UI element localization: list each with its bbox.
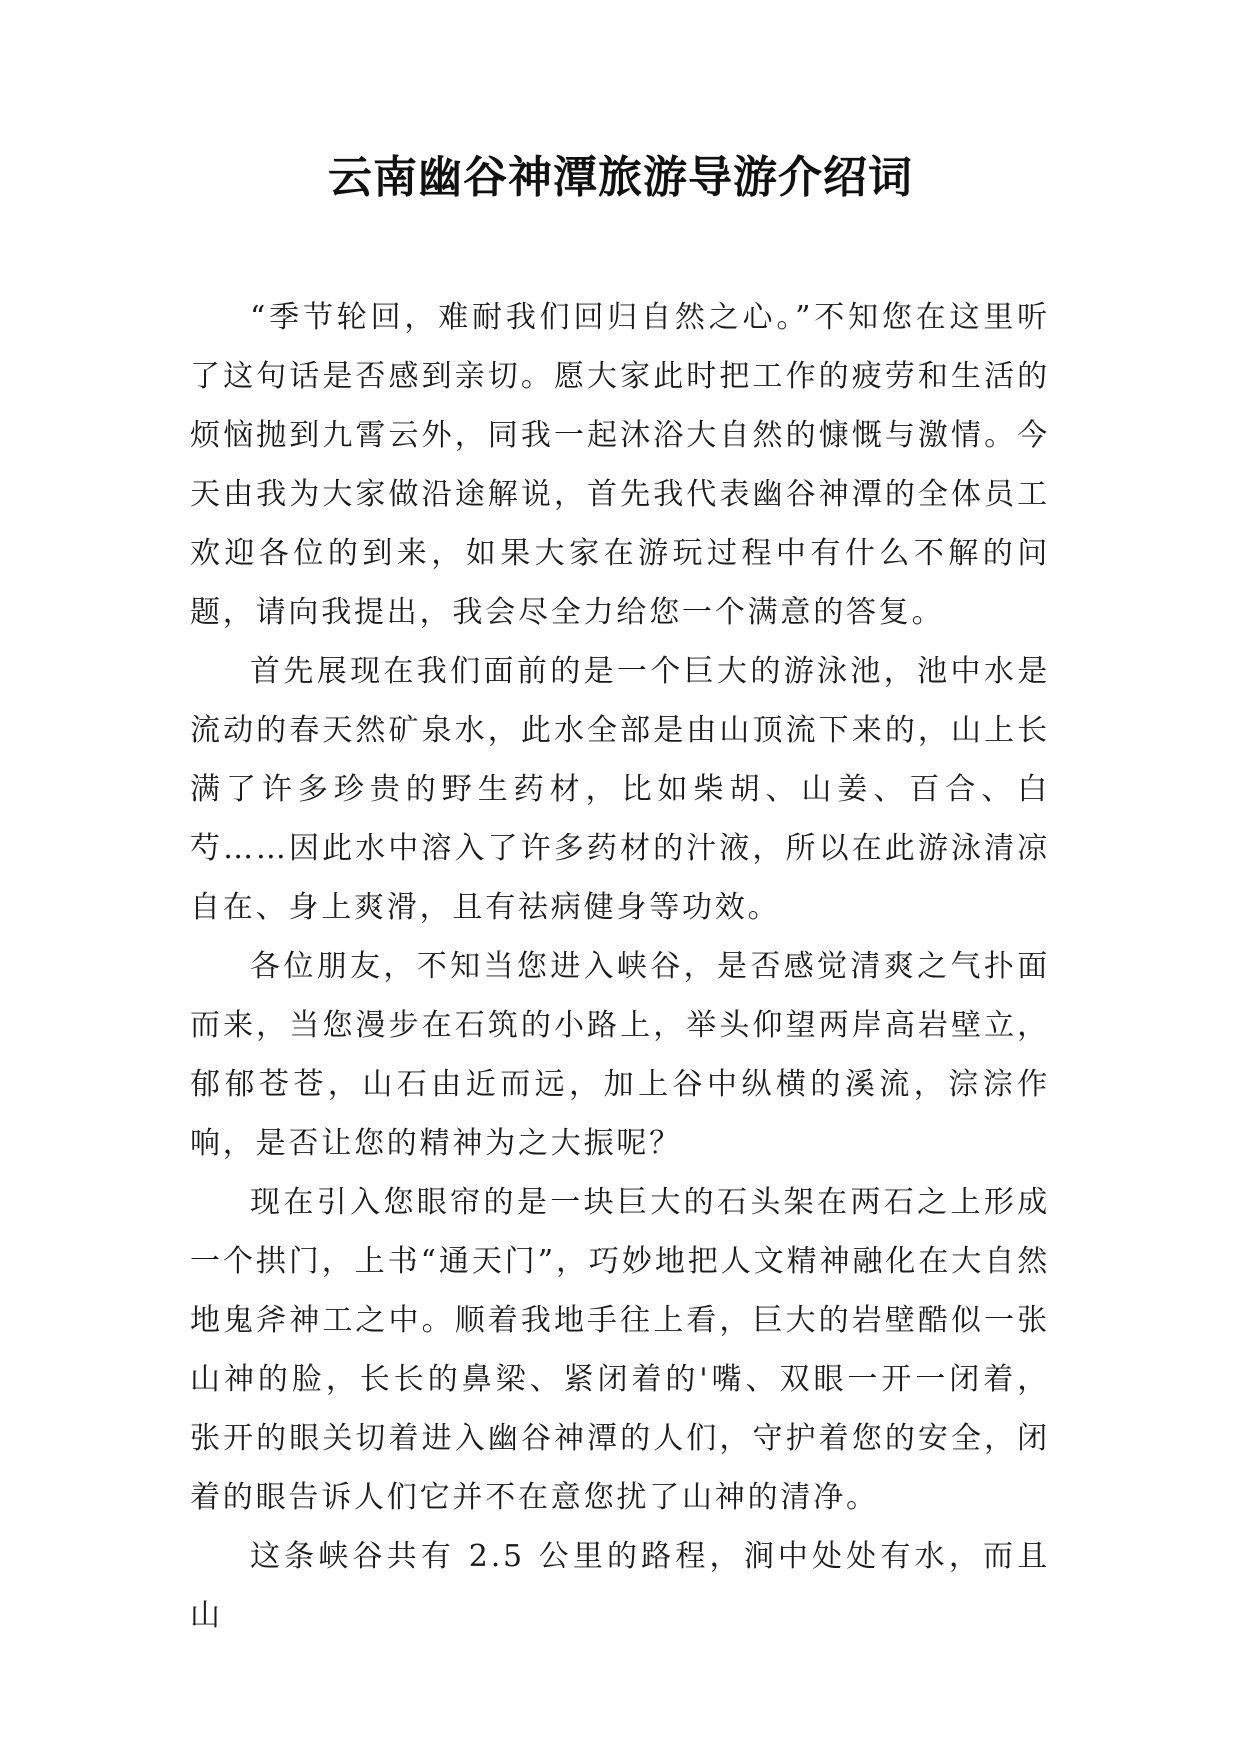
paragraph-5: 这条峡谷共有 2.5 公里的路程，涧中处处有水，而且山 <box>190 1539 1050 1633</box>
paragraph-4: 现在引入您眼帘的是一块巨大的石头架在两石之上形成一个拱门，上书“通天门”，巧妙地把人文精神融化在大自然地鬼斧神工之中。顺着我地手往上看，巨大的岩壁酷似一张山神的脸，长长的鼻梁、紧闭着的'嘴、双眼一开一闭着，张开的眼关切着进入幽谷神潭的人们，守护着您的安全，闭着的眼告诉人们它并不在意您扰了山神的清净。 <box>190 1185 1050 1515</box>
document-body <box>190 288 1050 1645</box>
paragraph-3: 各位朋友，不知当您进入峡谷，是否感觉清爽之气扑面而来，当您漫步在石筑的小路上，举头仰望两岸高岩壁立，郁郁苍苍，山石由近而远，加上谷中纵横的溪流，淙淙作响，是否让您的精神为之大振呢？ <box>190 949 1050 1161</box>
paragraph-2: 首先展现在我们面前的是一个巨大的游泳池，池中水是流动的春天然矿泉水，此水全部是由山顶流下来的，山上长满了许多珍贵的野生药材，比如柴胡、山姜、百合、白芍……因此水中溶入了许多药材的汁液，所以在此游泳清凉自在、身上爽滑，且有祛病健身等功效。 <box>190 654 1050 925</box>
paragraph-1: “季节轮回，难耐我们回归自然之心。”不知您在这里听了这句话是否感到亲切。愿大家此时把工作的疲劳和生活的烦恼抛到九霄云外，同我一起沐浴大自然的慷慨与激情。今天由我为大家做沿途解说，首先我代表幽谷神潭的全体员工欢迎各位的到来，如果大家在游玩过程中有什么不解的问题，请向我提出，我会尽全力给您一个满意的答复。 <box>190 300 1050 630</box>
document-title: 云南幽谷神潭旅游导游介绍词 <box>328 152 913 203</box>
